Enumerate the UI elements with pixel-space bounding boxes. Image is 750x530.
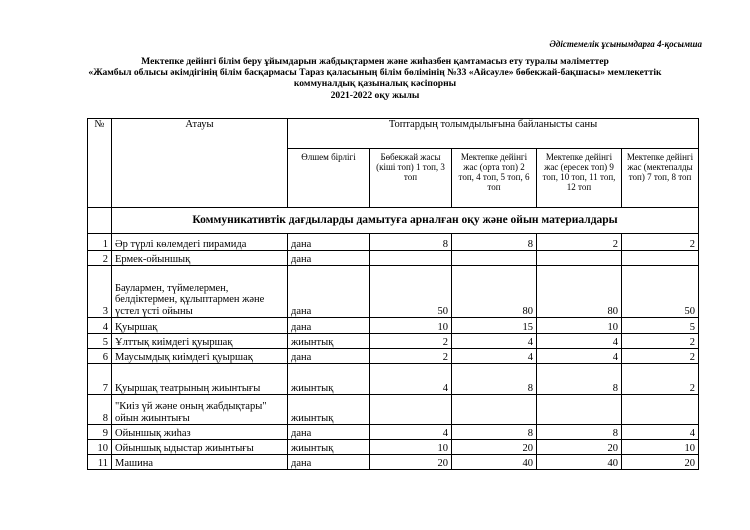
header-col-3: Мектепке дейінгі жас (ересек топ) 9 топ, 10 топ, 11 топ, 12 топ: [537, 149, 622, 208]
row-value-4: 4: [622, 425, 699, 440]
row-value-3: 4: [537, 349, 622, 364]
row-value-2: 8: [452, 234, 537, 251]
row-unit: дана: [288, 251, 370, 266]
row-value-1: [370, 251, 452, 266]
row-name: Маусымдық киімдегі қуыршақ: [112, 349, 288, 364]
row-unit: дана: [288, 318, 370, 334]
row-unit: жиынтық: [288, 440, 370, 455]
row-value-1: [370, 395, 452, 425]
title-line-2: «Жамбыл облысы әкімдігінің білім басқармасы Тараз қаласының білім бөлімінің №33 «Айсәуле» бөбекжай-бақшасы» мемлекеттік: [88, 67, 662, 79]
row-name: Машина: [112, 455, 288, 470]
row-value-1: 10: [370, 440, 452, 455]
title-line-4: 2021-2022 оқу жылы: [330, 89, 420, 101]
row-value-4: 2: [622, 364, 699, 395]
row-value-1: 10: [370, 318, 452, 334]
document-title: [40, 56, 710, 101]
row-number: 2: [88, 251, 112, 266]
row-value-2: 15: [452, 318, 537, 334]
row-name: Ұлттық киімдегі қуыршақ: [112, 334, 288, 349]
row-number: 8: [88, 395, 112, 425]
table-row: [88, 364, 699, 395]
title-line-3: коммуналдық қазыналық кәсіпорны: [293, 78, 457, 90]
row-value-2: 4: [452, 334, 537, 349]
row-value-3: 4: [537, 334, 622, 349]
row-value-2: 20: [452, 440, 537, 455]
row-value-4: [622, 251, 699, 266]
title-line-1: Мектепке дейінгі білім беру ұйымдарын жабдықтармен және жиһазбен қамтамасыз ету туралы мәліметтер: [141, 56, 609, 67]
row-name: "Киіз үй және оның жабдықтары" ойын жиынтығы: [112, 395, 288, 425]
appendix-note: Әдістемелік ұсынымдарға 4-қосымша: [549, 39, 702, 49]
table-row: [88, 440, 699, 455]
table-row: [88, 318, 699, 334]
row-value-3: 20: [537, 440, 622, 455]
row-value-1: 4: [370, 364, 452, 395]
row-unit: жиынтық: [288, 395, 370, 425]
row-unit: дана: [288, 349, 370, 364]
header-unit: Өлшем бірлігі: [288, 149, 370, 208]
row-name: Баулармен, түймелермен, белдіктермен, құлыптармен және үстел үсті ойыны: [112, 266, 288, 318]
table-row: [88, 334, 699, 349]
row-unit: дана: [288, 455, 370, 470]
table-row: [88, 234, 699, 251]
row-value-2: 40: [452, 455, 537, 470]
row-value-1: 2: [370, 334, 452, 349]
row-number: 10: [88, 440, 112, 455]
section-title: Коммуникативтік дағдыларды дамытуға арналған оқу және ойын материалдары: [112, 208, 699, 234]
table-row: [88, 251, 699, 266]
row-value-4: [622, 395, 699, 425]
row-value-3: 80: [537, 266, 622, 318]
header-col-1: Бөбекжай жасы (кіші топ) 1 топ, 3 топ: [370, 149, 452, 208]
row-value-4: 2: [622, 349, 699, 364]
row-value-3: 10: [537, 318, 622, 334]
row-value-4: 20: [622, 455, 699, 470]
row-unit: дана: [288, 234, 370, 251]
row-number: 6: [88, 349, 112, 364]
row-value-2: 80: [452, 266, 537, 318]
row-number: 7: [88, 364, 112, 395]
row-value-1: 2: [370, 349, 452, 364]
row-name: Қуыршақ театрының жиынтығы: [112, 364, 288, 395]
row-unit: дана: [288, 266, 370, 318]
row-value-3: 2: [537, 234, 622, 251]
row-value-3: 8: [537, 425, 622, 440]
equipment-table: [87, 118, 699, 470]
row-value-2: 8: [452, 425, 537, 440]
row-name: Ойыншық ыдыстар жиынтығы: [112, 440, 288, 455]
table-row: [88, 395, 699, 425]
header-name: Атауы: [112, 119, 288, 208]
row-value-3: [537, 395, 622, 425]
row-number: 5: [88, 334, 112, 349]
row-value-4: 2: [622, 334, 699, 349]
row-number: 4: [88, 318, 112, 334]
row-value-1: 50: [370, 266, 452, 318]
row-unit: жиынтық: [288, 334, 370, 349]
row-value-1: 4: [370, 425, 452, 440]
table-row: [88, 349, 699, 364]
row-name: Қуыршақ: [112, 318, 288, 334]
row-unit: дана: [288, 425, 370, 440]
row-value-4: 2: [622, 234, 699, 251]
row-number: 1: [88, 234, 112, 251]
row-number: 9: [88, 425, 112, 440]
row-name: Әр түрлі көлемдегі пирамида: [112, 234, 288, 251]
table-row: [88, 425, 699, 440]
row-value-2: [452, 395, 537, 425]
row-value-4: 10: [622, 440, 699, 455]
row-value-4: 50: [622, 266, 699, 318]
row-value-4: 5: [622, 318, 699, 334]
table-row: [88, 266, 699, 318]
header-col-4: Мектепке дейінгі жас (мектепалды топ) 7 топ, 8 топ: [622, 149, 699, 208]
row-value-2: [452, 251, 537, 266]
row-value-2: 8: [452, 364, 537, 395]
row-value-3: 8: [537, 364, 622, 395]
row-value-1: 20: [370, 455, 452, 470]
header-group: Топтардың толымдылығына байланысты саны: [288, 119, 699, 149]
row-value-3: 40: [537, 455, 622, 470]
table-row: [88, 455, 699, 470]
row-number: 3: [88, 266, 112, 318]
row-name: Ермек-ойыншық: [112, 251, 288, 266]
row-value-1: 8: [370, 234, 452, 251]
section-empty-cell: [88, 208, 112, 234]
header-no: №: [88, 119, 112, 208]
row-unit: жиынтық: [288, 364, 370, 395]
row-name: Ойыншық жиһаз: [112, 425, 288, 440]
row-value-2: 4: [452, 349, 537, 364]
row-number: 11: [88, 455, 112, 470]
header-col-2: Мектепке дейінгі жас (орта топ) 2 топ, 4 топ, 5 топ, 6 топ: [452, 149, 537, 208]
row-value-3: [537, 251, 622, 266]
